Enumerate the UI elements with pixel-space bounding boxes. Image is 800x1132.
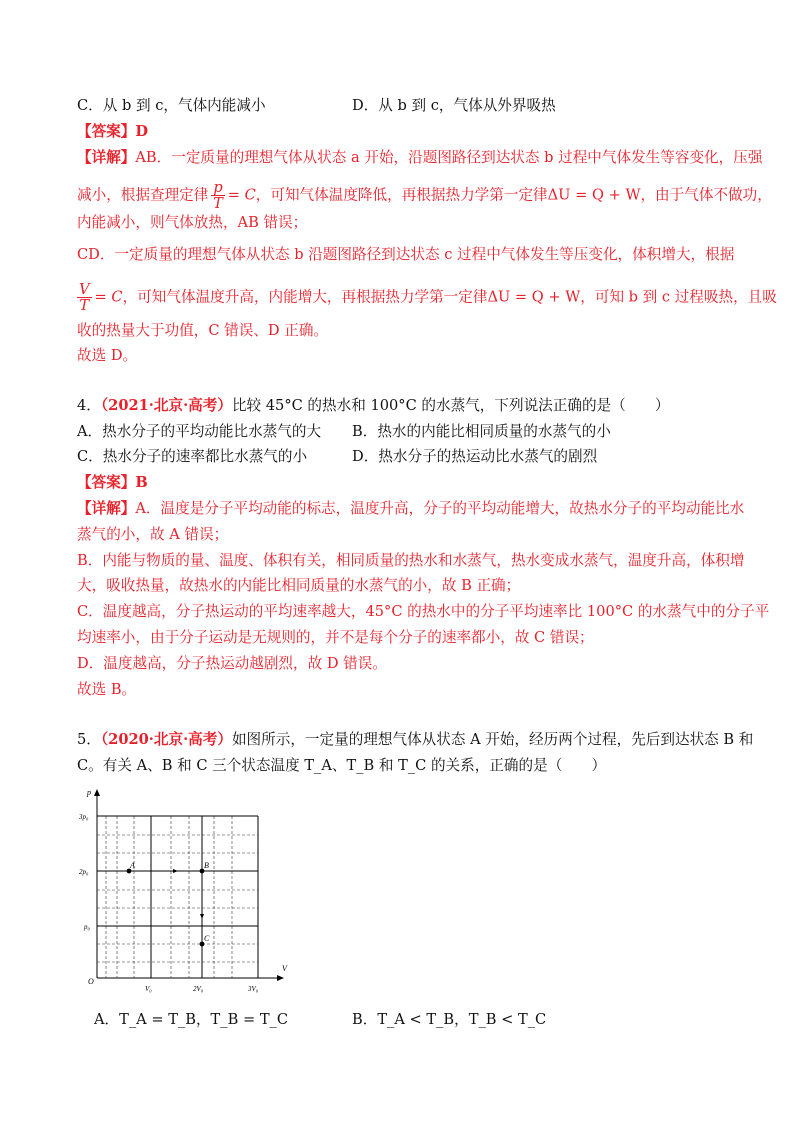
detail-text: A．温度是分子平均动能的标志，温度升高，分子的平均动能增大，故热水分子的平均动能比水 — [135, 500, 745, 517]
grid-dashed — [97, 816, 258, 978]
q4-answer: 【答案】B — [77, 474, 148, 491]
q3-option-d[interactable]: D．从 b 到 c，气体从外界吸热 — [352, 97, 556, 114]
label-a: A — [130, 861, 135, 870]
q4-detail-d: D．温度越高，分子热运动越剧烈，故 D 错误。 — [77, 655, 387, 672]
q3-detail-line-5 — [77, 282, 777, 313]
formula-eq: = C — [94, 288, 123, 306]
q4-detail-b2: 大，吸收热量，故热水的内能比相同质量的水蒸气的小，故 B 正确； — [77, 577, 521, 594]
q3-answer: 【答案】D — [77, 123, 149, 140]
q4-detail-c1: C．温度越高，分子热运动的平均速率越大，45°C 的热水中的分子平均速率比 100°C 的水蒸气中的分子平 — [77, 603, 770, 620]
p-axis-label: p — [87, 788, 91, 797]
arrow-down-icon — [200, 914, 204, 919]
q4-option-d[interactable]: D．热水分子的热运动比水蒸气的剧烈 — [352, 448, 598, 465]
v-axis-label: V — [282, 964, 287, 973]
label-c: C — [204, 934, 210, 943]
q4-detail-b1: B．内能与物质的量、温度、体积有关，相同质量的热水和水蒸气，热水变成水蒸气，温度升高，体积增 — [77, 552, 745, 569]
q5-option-b[interactable]: B．T_A < T_B，T_B < T_C — [352, 1011, 547, 1028]
question-number: 5． — [77, 731, 101, 748]
formula-eq: = C — [227, 186, 256, 204]
q3-detail-line-2 — [77, 180, 772, 211]
q5-stem-2: C。有关 A、B 和 C 三个状态温度 T_A、T_B 和 T_C 的关系，正确的是（ ） — [77, 757, 607, 774]
question-number: 4． — [77, 397, 101, 414]
x-tick-3v0: 3V₀ — [248, 985, 259, 993]
q4-option-a[interactable]: A．热水分子的平均动能比水蒸气的大 — [77, 423, 322, 440]
detail-text: ，可知气体温度降低，再根据热力学第一定律ΔU = Q + W，由于气体不做功， — [255, 186, 772, 204]
detail-tag: 【详解】 — [77, 500, 136, 517]
x-tick-v0: V₀ — [145, 985, 152, 993]
grid-solid — [97, 816, 258, 978]
y-tick-2p0: 2p₀ — [79, 868, 89, 876]
detail-text: ，可知气体温度升高，内能增大，再根据热力学第一定律ΔU = Q + W，可知 b 到 c 过程吸热，且吸 — [122, 288, 777, 306]
label-b: B — [204, 861, 209, 870]
detail-text: AB．一定质量的理想气体从状态 a 开始，沿题图路径到达状态 b 过程中气体发生等容变化，压强 — [135, 149, 763, 166]
question-source: （2020·北京·高考） — [100, 731, 232, 748]
q3-detail-line-1 — [77, 148, 762, 168]
p-axis-arrow-icon — [94, 789, 100, 796]
q4-stem — [77, 396, 670, 416]
q3-detail-line-6: 收的热量大于功值，C 错误、D 正确。 — [77, 322, 329, 339]
arrow-right-icon — [173, 869, 178, 873]
q3-detail-line-3: 内能减小，则气体放热，AB 错误； — [77, 214, 308, 231]
y-tick-3p0: 3p₀ — [79, 813, 89, 821]
q4-detail-a1 — [77, 499, 744, 519]
q4-detail-c2: 均速率小，由于分子运动是无规则的，并不是每个分子的速率都小，故 C 错误； — [77, 629, 594, 646]
fraction-p-over-t: $\frac{p}{T}$ — [213, 179, 223, 212]
x-tick-2v0: 2V₀ — [193, 985, 204, 993]
question-stem: 如图所示，一定量的理想气体从状态 A 开始，经历两个过程，先后到达状态 B 和 — [231, 731, 754, 748]
detail-text: 减小，根据查理定律 — [77, 186, 209, 204]
q3-option-c[interactable]: C．从 b 到 c，气体内能减小 — [77, 97, 266, 114]
q4-choose: 故选 B。 — [77, 681, 137, 698]
q3-choose: 故选 D。 — [77, 347, 138, 364]
q3-detail-line-4: CD．一定质量的理想气体从状态 b 沿题图路径到达状态 c 过程中气体发生等压变化，体积增大，根据 — [77, 246, 735, 263]
pv-graph — [72, 786, 292, 1001]
q5-option-a[interactable]: A．T_A = T_B，T_B = T_C — [94, 1011, 289, 1028]
question-stem: 比较 45°C 的热水和 100°C 的水蒸气，下列说法正确的是（ ） — [231, 397, 670, 414]
v-axis-arrow-icon — [277, 975, 284, 981]
q4-option-b[interactable]: B．热水的内能比相同质量的水蒸气的小 — [352, 423, 611, 440]
origin-label: O — [88, 977, 94, 986]
q5-stem-1 — [77, 730, 753, 750]
q4-option-c[interactable]: C．热水分子的速率都比水蒸气的小 — [77, 448, 308, 465]
fraction-v-over-t: $\frac{V}{T}$ — [79, 281, 90, 314]
detail-tag: 【详解】 — [77, 149, 136, 166]
question-source: （2021·北京·高考） — [100, 397, 232, 414]
y-tick-p0: p₀ — [84, 923, 90, 931]
q4-detail-a2: 蒸气的小，故 A 错误； — [77, 526, 229, 543]
